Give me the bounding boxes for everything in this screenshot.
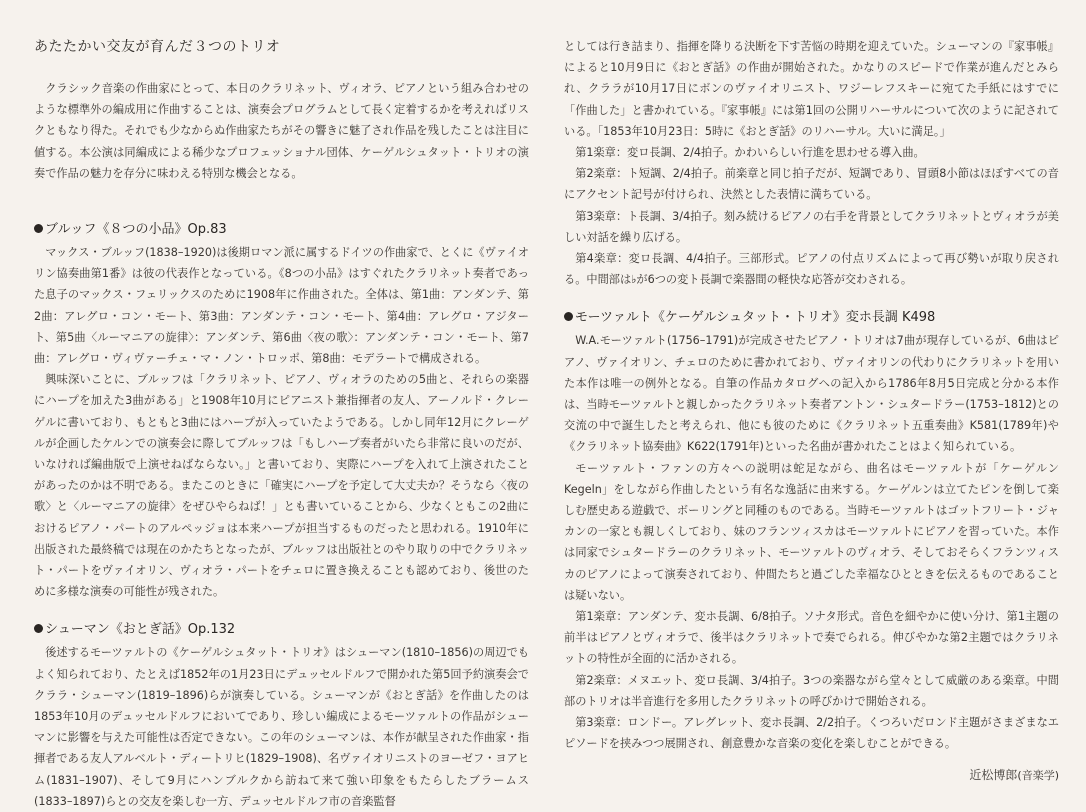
intro-paragraph: クラシック音楽の作曲家にとって、本日のクラリネット、ヴィオラ、ピアノという組み合わせのような標準外の編成用に作曲することは、演奏会プログラムとして長く定着するかを考えればリスクともなり得た。それでも少なからぬ作曲家たちがその響きに魅了され作品を残したことは注目に値する。本公演は同編成による稀少なプロフェッショナル団体、ケーゲルシュタット・トリオの演奏で作品の魅力を存分に味わえる特別な機会となる。 <box>34 82 529 180</box>
page-title: あたたかい交友が育んだ３つのトリオ <box>34 39 281 55</box>
bullet-icon <box>564 312 573 321</box>
mozart-paragraph-2: モーツァルト・ファンの方々への説明は蛇足ながら、曲名はモーツァルトが「ケーゲルン Kegeln」をしながら作曲したという有名な逸話に由来する。ケーゲルンは立てたピンを倒して楽しむ歴史ある遊戯で、ボーリングと同種のものである。当時モーツァルトはゴットフリート・ジャカンの一家とも親しくしており、妹のフランツィスカはモーツァルトにピアノを習っていた。本作は同家でシュタードラーのクラリネット、モーツァルトのヴィオラ、そしておそらくフランツィスカのピアノによって演奏されており、仲間たちと過ごした幸福なひとときを伝えるものであることは疑いない。 <box>564 461 1059 602</box>
mozart-heading-text: モーツァルト《ケーゲルシュタット・トリオ》変ホ長調 K498 <box>575 310 936 326</box>
mozart-movement-2: 第2楽章：メヌエット、変ロ長調、3/4拍子。3つの楽器ながら堂々として威厳のある楽章。中間部のトリオは半音進行を多用したクラリネットの呼びかけで開始される。 <box>564 673 1059 708</box>
schumann-movement-1: 第1楽章：変ロ長調、2/4拍子。かわいらしい行進を思わせる導入曲。 <box>575 146 925 160</box>
bruch-paragraph-1: マックス・ブルッフ(1838–1920)は後期ロマン派に属するドイツの作曲家で、とくに《ヴァイオリン協奏曲第1番》は彼の代表作となっている。《8つの小品》はすぐれたクラリネット奏者であった息子のマックス・フェリックスのために1908年に作曲された。全体は、第1曲：アンダンテ、第2曲：アレグロ・コン・モート、第3曲：アンダンテ・コン・モート、第4曲：アレグロ・アジタート、第5曲〈ルーマニアの旋律〉：アンダンテ、第6曲〈夜の歌〉：アンダンテ・コン・モート、第7曲：アレグロ・ヴィヴァーチェ・マ・ノン・トロッポ、第8曲：モデラートで構成される。 <box>34 246 529 366</box>
author-name: 近松博郎 <box>969 767 1018 782</box>
right-column <box>564 36 1059 786</box>
schumann-movement-3: 第3楽章：ト長調、3/4拍子。刻み続けるピアノの右手を背景としてクラリネットとヴィオラが美しい対話を繰り広げる。 <box>564 209 1059 244</box>
author-role: (音楽学) <box>1017 768 1059 782</box>
bruch-heading-text: ブルッフ《８つの小品》Op.83 <box>45 222 227 238</box>
bullet-icon <box>34 624 43 633</box>
schumann-paragraph-1-continued: としては行き詰まり、指揮を降りる決断を下す苦悩の時期を迎えていた。シューマンの『家事帳』によると10月9日に《おとぎ話》の作曲が開始された。かなりのスピードで作業が進んだとみられ、クララが10月17日にボンのヴァイオリニスト、ワジーレフスキーに宛てた手紙にはすでに「作曲した」と書かれている。『家事帳』には第1回の公開リハーサルについて次のように記されている。「1853年10月23日：5時に《おとぎ話》のリハーサル。大いに満足。」 <box>564 40 1059 138</box>
mozart-paragraph-1: W.A.モーツァルト(1756–1791)が完成させたピアノ・トリオは7曲が現存しているが、6曲はピアノ、ヴァイオリン、チェロのために書かれており、ヴァイオリンの代わりにクラリネットを用いた本作は唯一の例外となる。自筆の作品カタログへの記入から1786年8月5日完成と分かる本作は、当時モーツァルトと親しかったクラリネット奏者アントン・シュタードラー(1753–1812)との交流の中で誕生したと考えられ、他にも彼のために《クラリネット五重奏曲》K581(1789年)や《クラリネット協奏曲》K622(1791年)といった名曲が書かれたことはよく知られている。 <box>564 334 1059 454</box>
schumann-heading-text: シューマン《おとぎ話》Op.132 <box>45 622 236 638</box>
schumann-paragraph-1: 後述するモーツァルトの《ケーゲルシュタット・トリオ》はシューマン(1810–1856)の周辺でもよく知られており、たとえば1852年の1月23日にデュッセルドルフで開かれた第5回予約演奏会でクララ・シューマン(1819–1896)らが演奏している。シューマンが《おとぎ話》を作曲したのは1853年10月のデュッセルドルフにおいてであり、珍しい編成によるモーツァルトの作品がシューマンに影響を与えた可能性は否定できない。この年のシューマンは、本作が献呈された作曲家・指揮者である友人アルベルト・ディートリヒ(1829–1908)、名ヴァイオリニストのヨーゼフ・ヨアヒム(1831–1907)、そして9月にハンブルクから訪ねて来て強い印象をもたらしたブラームス(1833–1897)らとの交友を楽しむ一方、デュッセルドルフ市の音楽監督 <box>34 646 529 808</box>
bruch-heading <box>34 220 529 240</box>
left-column <box>34 36 529 812</box>
bruch-paragraph-2: 興味深いことに、ブルッフは「クラリネット、ピアノ、ヴィオラのための5曲と、それらの楽器にハープを加えた3曲がある」と1908年10月にピアニスト兼指揮者の友人、アーノルド・クレーゲルに書いており、もともと3曲にはハープが入っていたようである。しかし同年12月にクレーゲルが企画したケルンでの演奏会に際してブルッフは「もしハープ奏者がいたら非常に良いのだが、いなければ編曲版で上演せねばならない。」と書いており、実際にハープを入れて上演されたことがあったのかは不明である。またこのときに「確実にハープを予定して大丈夫か？そうなら〈夜の歌〉と〈ルーマニアの旋律〉をぜひやらねば！」とも書いていることから、少なくともこの2曲におけるピアノ・パートのアルペッジョは本来ハープが担当するものだったと思われる。1910年に出版された最終稿では現在のかたちとなったが、ブルッフは出版社とのやり取りの中でクラリネット・パートをヴァイオリン、ヴィオラ・パートをチェロに置き換えることも認めており、後世のために多様な演奏の可能性が残された。 <box>34 373 529 599</box>
mozart-heading <box>564 308 1059 328</box>
schumann-movement-4: 第4楽章：変ロ長調、4/4拍子。三部形式。ピアノの付点リズムによって再び勢いが取り戻される。中間部は♭が6つの変ト長調で楽器間の軽快な応答が交わされる。 <box>564 252 1059 287</box>
schumann-movement-2: 第2楽章：ト短調、2/4拍子。前楽章と同じ拍子だが、短調であり、冒頭8小節はほぼすべての音にアクセント記号が付けられ、決然とした表情に満ちている。 <box>564 167 1059 202</box>
author-credit <box>564 765 1059 786</box>
schumann-heading <box>34 620 529 640</box>
bullet-icon <box>34 224 43 233</box>
mozart-movement-1: 第1楽章：アンダンテ、変ホ長調、6/8拍子。ソナタ形式。音色を細やかに使い分け、第1主題の前半はピアノとヴィオラで、後半はクラリネットで奏でられる。伸びやかな第2主題ではクラリネットの特性が全面的に活かされる。 <box>564 610 1059 666</box>
mozart-movement-3: 第3楽章：ロンドー。アレグレット、変ホ長調、2/2拍子。くつろいだロンド主題がさまざまなエピソードを挟みつつ展開され、創意豊かな音楽の変化を楽しむことができる。 <box>564 716 1059 751</box>
